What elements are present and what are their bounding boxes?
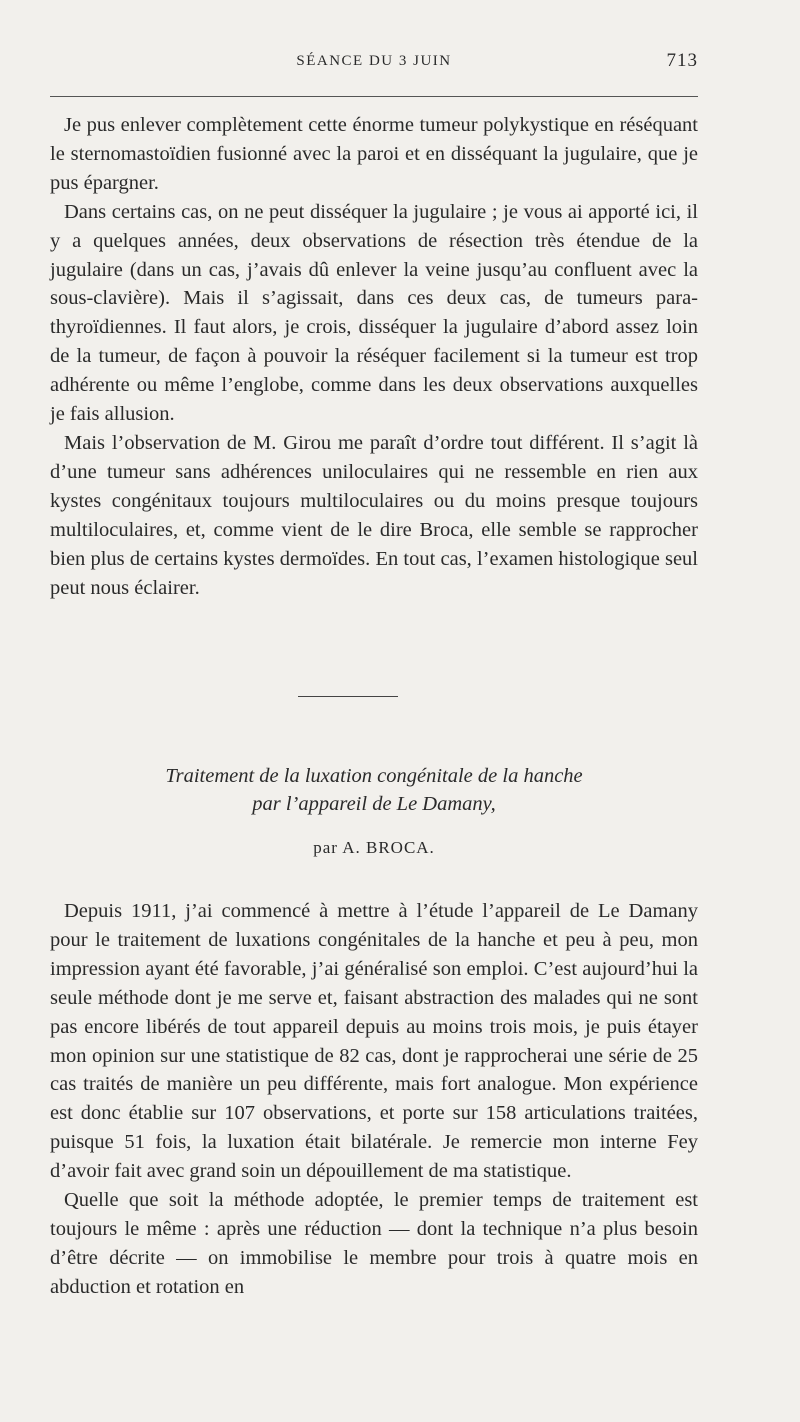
section-divider bbox=[298, 696, 398, 697]
paragraph: Quelle que soit la méthode adoptée, le premier temps de traitement est toujours le même : après une réduction — dont la technique n’a plus besoin d’être décrite — on immobilise le membre pour trois à quatre mois en abduction et rotation en bbox=[50, 1189, 698, 1298]
paragraph: Je pus enlever complètement cette énorme tumeur polykystique en réséquant le sternomastoïdien fusionné avec la paroi et en disséquant la jugulaire, que je pus épargner. bbox=[50, 114, 698, 194]
article-title-line-2: par l’appareil de Le Damany, bbox=[252, 793, 496, 815]
article-title-line-1: Traitement de la luxation congénitale de la hanche bbox=[165, 765, 583, 787]
paragraph: Mais l’observation de M. Girou me paraît d’ordre tout différent. Il s’agit là d’une tumeur sans adhérences uniloculaires qui ne ressemble en rien aux kystes congénitaux toujours multiloculaires ou du moins presque toujours multiloculaires, et, comme vient de le dire Broca, elle semble se rapprocher bien plus de certains kystes dermoïdes. En tout cas, l’examen histologique seul peut nous éclairer. bbox=[50, 431, 698, 599]
running-head bbox=[50, 50, 698, 76]
header-rule bbox=[50, 96, 698, 97]
page-number: 713 bbox=[666, 50, 698, 71]
article-title bbox=[50, 762, 698, 818]
continuation-text bbox=[50, 111, 698, 602]
running-title: SÉANCE DU 3 JUIN bbox=[296, 53, 452, 69]
paragraph: Dans certains cas, on ne peut disséquer la jugulaire ; je vous ai apporté ici, il y a quelques années, deux observations de résection très étendue de la jugulaire (dans un cas, j’avais dû enlever la veine jusqu’au confluent avec la sous-clavière). Mais il s’agissait, dans ces deux cas, de tumeurs para-thyroïdiennes. Il faut alors, je crois, disséquer la jugulaire d’abord assez loin de la tumeur, de façon à pouvoir la réséquer facilement si la tumeur est trop adhérente ou même l’englobe, comme dans les deux observations auxquelles je fais allusion. bbox=[50, 200, 698, 426]
paragraph: Depuis 1911, j’ai commencé à mettre à l’étude l’appareil de Le Damany pour le traitement de luxations congénitales de la hanche et peu à peu, mon impression ayant été favorable, j’ai généralisé son emploi. C’est aujourd’hui la seule méthode dont je me serve et, faisant abstraction des malades qui ne sont pas encore libérés de tout appareil depuis au moins trois mois, je puis étayer mon opinion sur une statistique de 82 cas, dont je rapprocherai une série de 25 cas traités de manière un peu différente, mais fort analogue. Mon expérience est donc établie sur 107 observations, et porte sur 158 articulations traitées, puisque 51 fois, la luxation était bilatérale. Je remercie mon interne Fey d’avoir fait avec grand soin un dépouillement de ma statistique. bbox=[50, 900, 698, 1183]
article-body bbox=[50, 897, 698, 1302]
article-byline: par A. BROCA. bbox=[313, 838, 435, 857]
